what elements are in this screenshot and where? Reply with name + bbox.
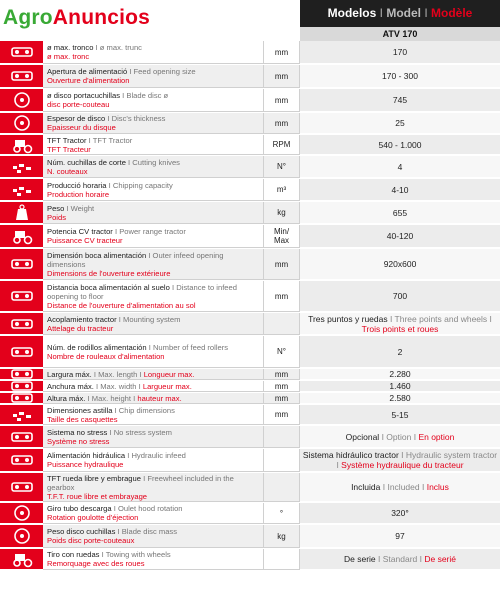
- infeed-height-icon: [0, 281, 43, 312]
- spec-label: [43, 65, 263, 88]
- label-fr: Dimensions de l'ouverture extérieure: [47, 268, 171, 278]
- site-logo[interactable]: [3, 6, 150, 30]
- spec-label: [43, 281, 263, 312]
- spec-value: [300, 473, 500, 502]
- value-es: Incluida: [351, 482, 381, 492]
- spec-label-line: [47, 301, 259, 310]
- label-fr: Système no stress: [47, 436, 110, 446]
- value-en: Option: [386, 431, 412, 442]
- value-line: Opcional I Option I En option: [345, 431, 455, 442]
- blade-disc-icon: [0, 89, 43, 112]
- spec-value: [300, 225, 500, 248]
- spec-label-line: Altura máx. I Max. height I hauteur max.: [47, 393, 182, 403]
- value-en: Hydraulic system tractor: [405, 450, 498, 460]
- spec-unit: [263, 313, 300, 335]
- value-en: Three points and wheels: [394, 313, 488, 324]
- spec-row: [0, 503, 500, 525]
- value-text: 4: [397, 161, 403, 172]
- label-es: TFT Tractor: [47, 135, 87, 145]
- spec-label: [43, 405, 263, 425]
- spec-label-line: Alimentación hidráulica I Hydraulic infeed: [47, 451, 186, 460]
- no-stress-icon: [0, 426, 43, 448]
- spec-unit: N°: [263, 156, 300, 178]
- spec-row: [0, 473, 500, 503]
- label-es: Peso: [47, 203, 65, 213]
- value-text: 655: [392, 207, 408, 218]
- label-en: Weight: [70, 203, 95, 213]
- spec-value: [300, 426, 500, 448]
- label-fr: Longueur max.: [143, 369, 195, 379]
- spec-label: [43, 393, 263, 404]
- spec-label: [43, 179, 263, 201]
- spec-row: [0, 313, 500, 336]
- spec-label-line: [47, 190, 259, 199]
- spec-label: [43, 381, 263, 392]
- model-header-es: Modelos: [327, 6, 377, 20]
- label-en: Number of feed rollers: [152, 342, 229, 352]
- label-en: Blade disc mass: [121, 527, 178, 536]
- spec-value: [300, 549, 500, 570]
- spec-row: [0, 202, 500, 225]
- label-fr: disc porte-couteau: [47, 100, 110, 109]
- label-es: Anchura máx.: [47, 381, 94, 391]
- label-fr: Remorquage avec des roues: [47, 559, 145, 568]
- spec-label: [43, 225, 263, 248]
- tractor-power-icon: [0, 225, 43, 248]
- label-fr: Distance de l'ouverture d'alimentation au sol: [47, 300, 196, 310]
- spec-label: [43, 473, 263, 502]
- label-en: Power range tractor: [119, 227, 186, 236]
- spec-unit: [263, 449, 300, 472]
- spec-label-line: [47, 559, 259, 568]
- spec-row: [0, 549, 500, 571]
- spec-row: [0, 135, 500, 156]
- value-line: Sistema hidráulico tractor I Hydraulic system tractor I Système hydraulique du tracteur: [302, 450, 498, 470]
- spec-label-line: Producció horaria I Chipping capacity: [47, 180, 173, 190]
- spec-row: [0, 179, 500, 202]
- value-text: 5-15: [391, 409, 409, 420]
- feed-rollers-icon: [0, 336, 43, 368]
- label-fr: T.F.T. roue libre et embrayage: [47, 491, 148, 501]
- spec-row: [0, 65, 500, 89]
- label-es: Acoplamiento tractor: [47, 314, 117, 324]
- label-fr: hauteur max.: [137, 393, 182, 403]
- spec-unit: [263, 473, 300, 502]
- spec-row: [0, 525, 500, 549]
- spec-label-line: Largura máx. I Max. length I Longueur max.: [47, 369, 195, 379]
- model-name: ATV 170: [300, 27, 500, 41]
- spec-unit: mm: [263, 249, 300, 280]
- spec-unit: kg: [263, 525, 300, 548]
- value-text: 920x600: [383, 259, 417, 269]
- value-text: 170: [392, 47, 408, 57]
- disc-mass-icon: [0, 525, 43, 548]
- disc-thickness-icon: [0, 113, 43, 134]
- model-header-en: Model: [386, 6, 421, 20]
- spec-label-line: [47, 415, 259, 424]
- label-es: Giro tubo descarga: [47, 504, 112, 513]
- label-fr: Puissance hydraulique: [47, 460, 124, 469]
- spec-label-line: Peso I Weight: [47, 203, 95, 213]
- spec-value: [300, 405, 500, 425]
- label-es: Alimentación hidráulica: [47, 451, 126, 460]
- spec-unit: mm: [263, 281, 300, 312]
- spec-label-line: Núm. cuchillas de corte I Cutting knives: [47, 157, 180, 167]
- label-en: Max. length: [98, 369, 138, 379]
- spec-label: [43, 113, 263, 134]
- label-en: Feed opening size: [133, 67, 196, 76]
- label-fr: Attelage du tracteur: [47, 323, 114, 333]
- spec-label: [43, 503, 263, 524]
- value-text: 2: [397, 346, 403, 357]
- cutting-knives-icon: [0, 156, 43, 178]
- value-line: Incluida I Included I Inclus: [351, 482, 449, 492]
- spec-unit: mm: [263, 393, 300, 404]
- spec-unit: kg: [263, 202, 300, 224]
- spec-label-line: [47, 492, 259, 501]
- spec-label: [43, 89, 263, 112]
- dimensions-height-icon: [0, 393, 43, 404]
- spec-label-line: [47, 236, 259, 245]
- value-text: 170 - 300: [382, 71, 418, 81]
- spec-label-line: [47, 536, 259, 545]
- spec-label: [43, 41, 263, 64]
- spec-row: [0, 225, 500, 249]
- value-text: 2.280: [389, 369, 411, 379]
- spec-row: [0, 393, 500, 405]
- value-es: De serie: [344, 554, 376, 564]
- spec-unit: mm: [263, 405, 300, 425]
- spec-label-line: Sistema no stress I No stress system: [47, 427, 172, 437]
- value-text: 700: [392, 291, 408, 301]
- spec-row: [0, 336, 500, 369]
- towing-wheels-icon: [0, 549, 43, 570]
- label-en: Cutting knives: [132, 157, 180, 167]
- label-fr: Largueur max.: [142, 381, 192, 391]
- value-fr: De serié: [424, 554, 456, 564]
- spec-label-line: Núm. de rodillos alimentación I Number of feed rollers: [47, 342, 229, 352]
- spec-label-line: ø max. tronco I ø max. trunc: [47, 43, 142, 52]
- spec-label-line: [47, 460, 259, 469]
- spec-label-line: Apertura de alimentació I Feed opening size: [47, 67, 196, 76]
- value-line: De serie I Standard I De serié: [344, 554, 456, 564]
- spec-value: [300, 65, 500, 88]
- spec-label-line: [47, 52, 259, 61]
- label-es: Dimensión boca alimentación: [47, 250, 147, 260]
- value-fr: En option: [418, 431, 455, 442]
- label-es: Distancia boca alimentación al suelo: [47, 282, 170, 292]
- spec-label-line: [47, 167, 259, 176]
- weight-icon: [0, 202, 43, 224]
- chipping-capacity-icon: [0, 179, 43, 201]
- label-fr: Rotation goulotte d'éjection: [47, 513, 139, 522]
- value-fr: Inclus: [426, 482, 449, 492]
- spec-label-line: Acoplamiento tractor I Mounting system: [47, 314, 181, 324]
- tractor-pto-icon: [0, 135, 43, 155]
- spec-value: [300, 113, 500, 134]
- model-header-fr: Modèle: [431, 6, 473, 20]
- value-text: 320°: [391, 508, 409, 518]
- trunk-diameter-icon: [0, 41, 43, 64]
- label-es: Espesor de disco: [47, 114, 106, 123]
- spec-unit: mm: [263, 113, 300, 134]
- spec-label: [43, 426, 263, 448]
- spec-label-line: [47, 123, 259, 132]
- spec-value: [300, 179, 500, 201]
- spec-unit: mm: [263, 65, 300, 88]
- label-fr: Puissance CV tracteur: [47, 236, 123, 245]
- infeed-dimensions-icon: [0, 249, 43, 280]
- spec-value: [300, 89, 500, 112]
- gearbox-icon: [0, 473, 43, 502]
- label-en: Max. width: [100, 381, 137, 391]
- spec-label-line: [47, 513, 259, 522]
- spec-label-line: [47, 269, 259, 278]
- spec-unit: [263, 426, 300, 448]
- label-es: Largura máx.: [47, 369, 92, 379]
- label-en: Distance to infeed oopening to floor: [47, 282, 237, 301]
- spec-value: [300, 503, 500, 524]
- label-en: Disc's thickness: [111, 114, 166, 123]
- spec-label-line: [47, 100, 259, 109]
- spec-row: [0, 113, 500, 135]
- spec-row: [0, 41, 500, 65]
- label-en: Oulet hood rotation: [117, 504, 183, 513]
- spec-unit: [263, 549, 300, 570]
- spec-row: [0, 249, 500, 281]
- spec-label-line: Anchura máx. I Max. width I Largueur max.: [47, 381, 192, 391]
- label-en: Mounting system: [123, 314, 181, 324]
- value-line: Tres puntos y ruedas I Three points and wheels I Trois points et roues: [308, 313, 492, 334]
- label-en: Hydraulic infeed: [131, 451, 186, 460]
- label-fr: Production horaire: [47, 189, 110, 199]
- spec-value: [300, 381, 500, 392]
- spec-table: [0, 41, 500, 571]
- spec-label-line: Dimensiones astilla I Chip dimensions: [47, 405, 175, 415]
- value-text: 97: [395, 531, 405, 541]
- label-en: Max. height: [91, 393, 132, 403]
- spec-unit: Min/ Max: [263, 225, 300, 248]
- spec-value: [300, 202, 500, 224]
- label-es: TFT rueda libre y embrague: [47, 473, 141, 483]
- spec-row: [0, 405, 500, 426]
- value-text: 1.460: [389, 381, 411, 391]
- spec-value: [300, 281, 500, 312]
- spec-label-line: Peso disco cuchillas I Blade disc mass: [47, 527, 178, 536]
- spec-unit: N°: [263, 336, 300, 368]
- spec-value: [300, 336, 500, 368]
- spec-value: [300, 449, 500, 472]
- spec-value: [300, 41, 500, 64]
- feed-opening-icon: [0, 65, 43, 88]
- value-fr: Système hydraulique du tracteur: [341, 460, 464, 470]
- label-en: No stress system: [113, 427, 172, 437]
- value-text: 745: [392, 95, 408, 105]
- label-fr: Nombre de rouleaux d'alimentation: [47, 351, 165, 361]
- spec-label-line: Distancia boca alimentación al suelo I Distance to infeed oopening to floor: [47, 282, 237, 301]
- value-text: 540 - 1.000: [378, 139, 422, 150]
- logo-part1: Agro: [3, 6, 53, 29]
- header: [0, 0, 500, 41]
- spec-value: [300, 156, 500, 178]
- spec-unit: mm: [263, 381, 300, 392]
- spec-label-line: [47, 437, 259, 446]
- label-es: Apertura de alimentació: [47, 67, 128, 76]
- value-en: Included: [387, 482, 420, 492]
- label-es: Producció horaria: [47, 180, 107, 190]
- spec-row: [0, 449, 500, 473]
- hood-rotation-icon: [0, 503, 43, 524]
- spec-label: [43, 135, 263, 155]
- label-fr: Ouverture d'alimentation: [47, 76, 130, 85]
- label-es: Tiro con ruedas: [47, 550, 100, 559]
- spec-row: [0, 381, 500, 393]
- spec-label: [43, 156, 263, 178]
- label-es: Dimensiones astilla: [47, 405, 113, 415]
- label-es: Sistema no stress: [47, 427, 108, 437]
- label-en: Towing with wheels: [105, 550, 171, 559]
- spec-value: [300, 525, 500, 548]
- label-en: ø max. trunc: [99, 43, 142, 52]
- spec-unit: mm: [263, 41, 300, 64]
- spec-label-line: TFT rueda libre y embrague I Freewheel included in the gearbox: [47, 473, 234, 492]
- spec-unit: RPM: [263, 135, 300, 155]
- value-fr: Trois points et roues: [361, 323, 439, 334]
- label-en: Chip dimensions: [118, 405, 175, 415]
- label-en: TFT Tractor: [92, 135, 133, 145]
- spec-label-line: [47, 145, 259, 154]
- label-es: Potencia CV tractor: [47, 227, 113, 236]
- spec-row: [0, 281, 500, 313]
- spec-label: [43, 313, 263, 335]
- label-fr: N. couteaux: [47, 166, 88, 176]
- label-fr: Poids disc porte-couteaux: [47, 536, 135, 545]
- value-en: Standard: [382, 554, 418, 564]
- spec-row: [0, 369, 500, 381]
- value-es: Sistema hidráulico tractor: [302, 450, 399, 460]
- spec-label: [43, 549, 263, 570]
- spec-label-line: Potencia CV tractor I Power range tractor: [47, 227, 186, 236]
- spec-unit: mm: [263, 369, 300, 380]
- value-es: Tres puntos y ruedas: [308, 313, 388, 324]
- chip-dimensions-icon: [0, 405, 43, 425]
- label-es: Núm. de rodillos alimentación: [47, 342, 147, 352]
- label-fr: Epaisseur du disque: [47, 123, 116, 132]
- value-text: 25: [395, 118, 405, 128]
- spec-label: [43, 369, 263, 380]
- spec-label-line: TFT Tractor I TFT Tractor: [47, 135, 133, 145]
- spec-unit: mm: [263, 89, 300, 112]
- label-en: Outer infeed opening dimensions: [47, 250, 224, 269]
- spec-label-line: [47, 324, 259, 333]
- value-text: 2.580: [389, 393, 411, 403]
- spec-value: [300, 313, 500, 335]
- spec-label: [43, 449, 263, 472]
- spec-label-line: [47, 213, 259, 222]
- logo-part2: Anuncios: [52, 6, 151, 29]
- spec-label-line: Tiro con ruedas I Towing with wheels: [47, 550, 171, 559]
- spec-unit: °: [263, 503, 300, 524]
- spec-label-line: [47, 76, 259, 85]
- label-es: ø max. tronco: [47, 43, 94, 52]
- label-fr: ø max. tronc: [47, 52, 90, 61]
- spec-label-line: Dimensión boca alimentación I Outer infeed opening dimensions: [47, 250, 224, 269]
- spec-value: [300, 249, 500, 280]
- label-es: Núm. cuchillas de corte: [47, 157, 126, 167]
- label-fr: Taille des casquettes: [47, 414, 118, 424]
- hydraulic-infeed-icon: [0, 449, 43, 472]
- mounting-system-icon: [0, 313, 43, 335]
- spec-row: [0, 156, 500, 179]
- spec-label: [43, 249, 263, 280]
- label-fr: Poids: [47, 212, 66, 222]
- spec-row: [0, 89, 500, 113]
- label-es: Peso disco cuchillas: [47, 527, 116, 536]
- value-text: 4-10: [391, 184, 409, 195]
- spec-value: [300, 369, 500, 380]
- label-en: Blade disc ø: [126, 91, 169, 100]
- spec-label: [43, 525, 263, 548]
- model-header: Modelos I Model I Modèle: [300, 0, 500, 27]
- spec-label: [43, 336, 263, 368]
- label-es: Altura máx.: [47, 393, 86, 403]
- label-en: Chipping capacity: [112, 180, 173, 190]
- spec-value: [300, 393, 500, 404]
- label-fr: TFT Tracteur: [47, 144, 91, 154]
- spec-label-line: ø disco portacuchillas I Blade disc ø: [47, 91, 169, 100]
- spec-value: [300, 135, 500, 155]
- spec-unit: m³: [263, 179, 300, 201]
- label-en: Freewheel included in the gearbox: [47, 473, 234, 492]
- value-text: 40-120: [386, 231, 414, 241]
- spec-label-line: Giro tubo descarga I Oulet hood rotation: [47, 504, 183, 513]
- value-es: Opcional: [345, 431, 380, 442]
- spec-label: [43, 202, 263, 224]
- spec-label-line: [47, 352, 259, 361]
- spec-row: [0, 426, 500, 449]
- spec-label-line: Espesor de disco I Disc's thickness: [47, 114, 166, 123]
- label-es: ø disco portacuchillas: [47, 91, 121, 100]
